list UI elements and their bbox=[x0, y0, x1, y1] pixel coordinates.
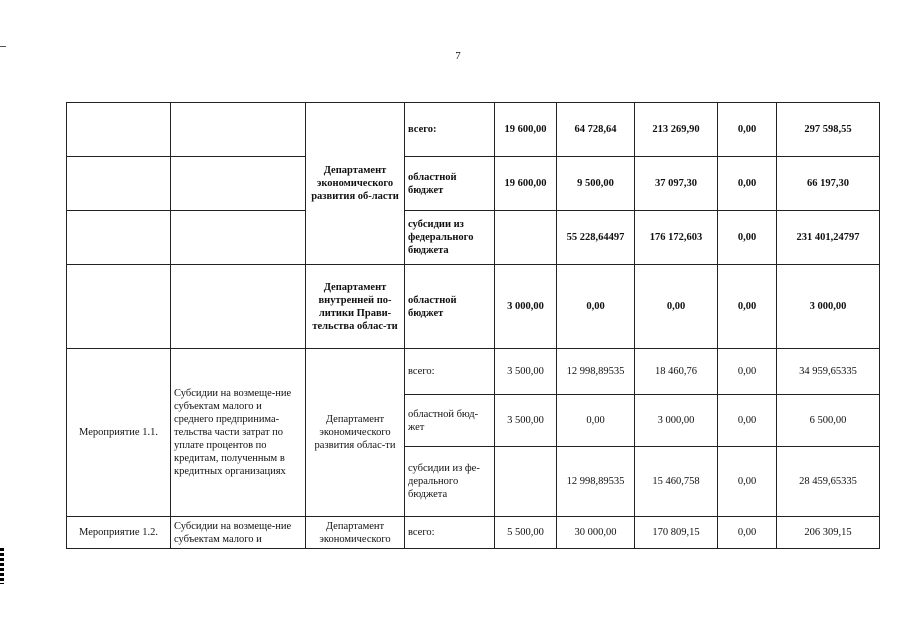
value-cell: 3 500,00 bbox=[495, 395, 557, 447]
total-cell: 28 459,65335 bbox=[777, 447, 880, 517]
value-cell: 55 228,64497 bbox=[557, 211, 635, 265]
value-cell: 213 269,90 bbox=[635, 103, 718, 157]
description-cell bbox=[171, 265, 306, 349]
department-cell: Департамент внутренней по-литики Прави-тельства облас-ти bbox=[306, 265, 405, 349]
scan-barcode-strip bbox=[0, 548, 4, 584]
value-cell: 5 500,00 bbox=[495, 517, 557, 549]
value-cell: 0,00 bbox=[718, 517, 777, 549]
value-cell: 19 600,00 bbox=[495, 157, 557, 211]
value-cell: 0,00 bbox=[718, 103, 777, 157]
value-cell: 12 998,89535 bbox=[557, 349, 635, 395]
total-cell: 66 197,30 bbox=[777, 157, 880, 211]
total-cell: 34 959,65335 bbox=[777, 349, 880, 395]
funding-source-cell: областной бюджет bbox=[405, 157, 495, 211]
page-number: 7 bbox=[455, 50, 461, 62]
description-cell bbox=[171, 103, 306, 157]
table-row bbox=[67, 517, 880, 549]
value-cell bbox=[495, 447, 557, 517]
value-cell: 170 809,15 bbox=[635, 517, 718, 549]
value-cell: 9 500,00 bbox=[557, 157, 635, 211]
description-cell bbox=[171, 211, 306, 265]
funding-source-cell: всего: bbox=[405, 103, 495, 157]
description-cell: Субсидии на возмеще-ние субъектам малого и bbox=[171, 517, 306, 549]
measure-cell bbox=[67, 157, 171, 211]
value-cell: 3 500,00 bbox=[495, 349, 557, 395]
value-cell: 0,00 bbox=[718, 395, 777, 447]
value-cell: 0,00 bbox=[718, 157, 777, 211]
value-cell: 3 000,00 bbox=[495, 265, 557, 349]
value-cell bbox=[495, 211, 557, 265]
value-cell: 12 998,89535 bbox=[557, 447, 635, 517]
funding-source-cell: всего: bbox=[405, 349, 495, 395]
value-cell: 37 097,30 bbox=[635, 157, 718, 211]
measure-cell bbox=[67, 265, 171, 349]
value-cell: 0,00 bbox=[718, 447, 777, 517]
value-cell: 0,00 bbox=[557, 265, 635, 349]
description-cell bbox=[171, 157, 306, 211]
measure-cell bbox=[67, 211, 171, 265]
value-cell: 176 172,603 bbox=[635, 211, 718, 265]
value-cell: 0,00 bbox=[557, 395, 635, 447]
table-row bbox=[67, 265, 880, 349]
scan-mark bbox=[0, 46, 6, 47]
total-cell: 231 401,24797 bbox=[777, 211, 880, 265]
measure-cell: Мероприятие 1.1. bbox=[67, 349, 171, 517]
value-cell: 0,00 bbox=[718, 211, 777, 265]
value-cell: 3 000,00 bbox=[635, 395, 718, 447]
total-cell: 297 598,55 bbox=[777, 103, 880, 157]
funding-source-cell: субсидии из федерального бюджета bbox=[405, 211, 495, 265]
department-cell: Департамент экономического развития об-ласти bbox=[306, 103, 405, 265]
value-cell: 15 460,758 bbox=[635, 447, 718, 517]
funding-source-cell: областной бюд-жет bbox=[405, 395, 495, 447]
description-cell: Субсидии на возмеще-ние субъектам малого и среднего предпринима-тельства части затрат по уплате процентов по кредитам, полученным в кредитных организациях bbox=[171, 349, 306, 517]
value-cell: 64 728,64 bbox=[557, 103, 635, 157]
department-cell: Департамент экономического bbox=[306, 517, 405, 549]
value-cell: 30 000,00 bbox=[557, 517, 635, 549]
funding-source-cell: всего: bbox=[405, 517, 495, 549]
table-row bbox=[67, 103, 880, 157]
value-cell: 18 460,76 bbox=[635, 349, 718, 395]
total-cell: 3 000,00 bbox=[777, 265, 880, 349]
department-cell: Департамент экономического развития облас-ти bbox=[306, 349, 405, 517]
value-cell: 0,00 bbox=[718, 265, 777, 349]
table-row bbox=[67, 157, 880, 211]
value-cell: 0,00 bbox=[718, 349, 777, 395]
total-cell: 206 309,15 bbox=[777, 517, 880, 549]
value-cell: 19 600,00 bbox=[495, 103, 557, 157]
funding-source-cell: субсидии из фе-дерального бюджета bbox=[405, 447, 495, 517]
budget-table bbox=[66, 102, 880, 549]
value-cell: 0,00 bbox=[635, 265, 718, 349]
measure-cell: Мероприятие 1.2. bbox=[67, 517, 171, 549]
total-cell: 6 500,00 bbox=[777, 395, 880, 447]
table-row bbox=[67, 349, 880, 395]
measure-cell bbox=[67, 103, 171, 157]
table-row bbox=[67, 211, 880, 265]
funding-source-cell: областной бюджет bbox=[405, 265, 495, 349]
